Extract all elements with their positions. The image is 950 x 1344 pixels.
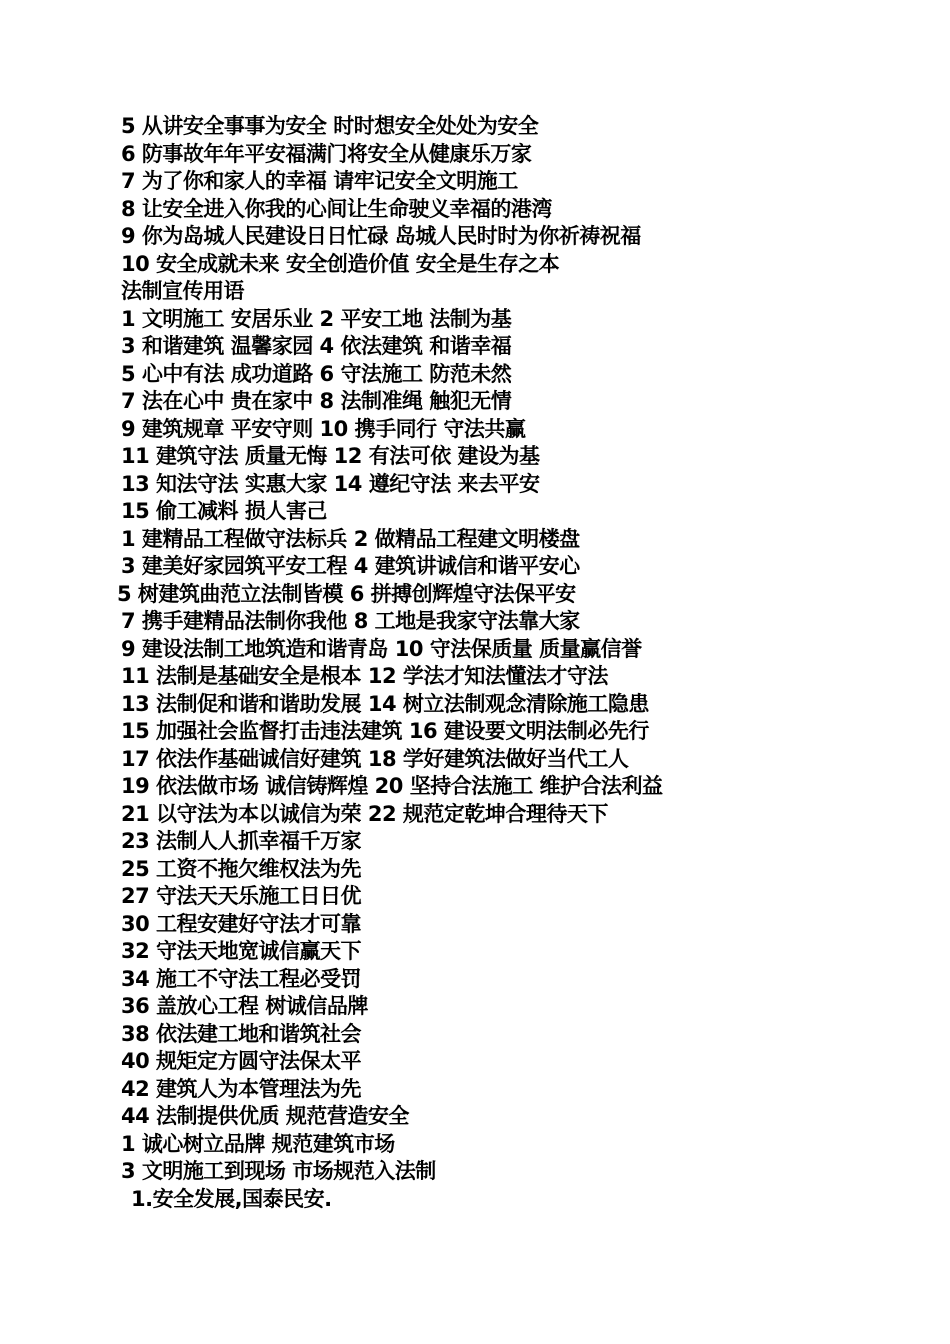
text-line: 23 法制人人抓幸福千万家 [121,829,362,853]
text-line: 42 建筑人为本管理法为先 [121,1076,362,1101]
text-line: 27 守法天天乐施工日日优 [121,884,362,908]
text-line: 11 法制是基础安全是根本 12 学法才知法懂法才守法 [121,664,608,688]
text-line: 38 依法建工地和谐筑社会 [121,1021,362,1046]
text-line: 13 法制促和谐和谐助发展 14 树立法制观念清除施工隐患 [121,691,649,716]
text-line: 1 文明施工 安居乐业 2 平安工地 法制为基 [121,306,512,331]
text-line: 1 建精品工程做守法标兵 2 做精品工程建文明楼盘 [121,526,580,551]
text-line: 1.安全发展,国泰民安. [131,1186,332,1211]
text-line: 3 和谐建筑 温馨家园 4 依法建筑 和谐幸福 [121,334,512,358]
text-line: 8 让安全进入你我的心间让生命驶义幸福的港湾 [121,196,552,221]
text-line: 1 诚心树立品牌 规范建筑市场 [121,1131,395,1156]
text-line: 7 法在心中 贵在家中 8 法制准绳 触犯无情 [121,389,512,413]
text-line: 5 心中有法 成功道路 6 守法施工 防范未然 [121,361,512,386]
text-line: 5 树建筑曲范立法制皆模 6 拼搏创辉煌守法保平安 [117,581,576,606]
section-heading: 法制宣传用语 [121,279,244,303]
text-line: 3 文明施工到现场 市场规范入法制 [121,1159,436,1183]
slogan-list [117,113,921,1213]
text-line: 36 盖放心工程 树诚信品牌 [121,994,368,1018]
text-line: 9 你为岛城人民建设日日忙碌 岛城人民时时为你祈祷祝福 [121,224,641,248]
text-line: 44 法制提供优质 规范营造安全 [121,1104,409,1128]
text-line: 15 偷工减料 损人害己 [121,499,327,523]
text-line: 3 建美好家园筑平安工程 4 建筑讲诚信和谐平安心 [121,554,580,578]
text-line: 7 为了你和家人的幸福 请牢记安全文明施工 [121,169,518,193]
text-line: 34 施工不守法工程必受罚 [121,966,362,991]
text-line: 10 安全成就未来 安全创造价值 安全是生存之本 [121,251,560,276]
text-line: 9 建筑规章 平安守则 10 携手同行 守法共赢 [121,416,526,441]
text-line: 25 工资不拖欠维权法为先 [121,856,362,881]
text-line: 13 知法守法 实惠大家 14 遵纪守法 来去平安 [121,471,540,496]
text-line: 6 防事故年年平安福满门将安全从健康乐万家 [121,141,532,166]
text-line: 21 以守法为本以诚信为荣 22 规范定乾坤合理待天下 [121,801,608,826]
text-line: 40 规矩定方圆守法保太平 [121,1049,362,1073]
text-line: 17 依法作基础诚信好建筑 18 学好建筑法做好当代工人 [121,746,629,771]
text-line: 19 依法做市场 诚信铸辉煌 20 坚持合法施工 维护合法利益 [121,774,663,798]
text-line: 9 建设法制工地筑造和谐青岛 10 守法保质量 质量赢信誉 [121,636,642,661]
text-line: 5 从讲安全事事为安全 时时想安全处处为安全 [121,114,539,138]
text-line: 30 工程安建好守法才可靠 [121,911,362,936]
text-line: 7 携手建精品法制你我他 8 工地是我家守法靠大家 [121,609,580,633]
text-line: 11 建筑守法 质量无悔 12 有法可依 建设为基 [121,444,540,468]
text-line: 15 加强社会监督打击违法建筑 16 建设要文明法制必先行 [121,719,649,743]
text-line: 32 守法天地宽诚信赢天下 [121,939,362,963]
